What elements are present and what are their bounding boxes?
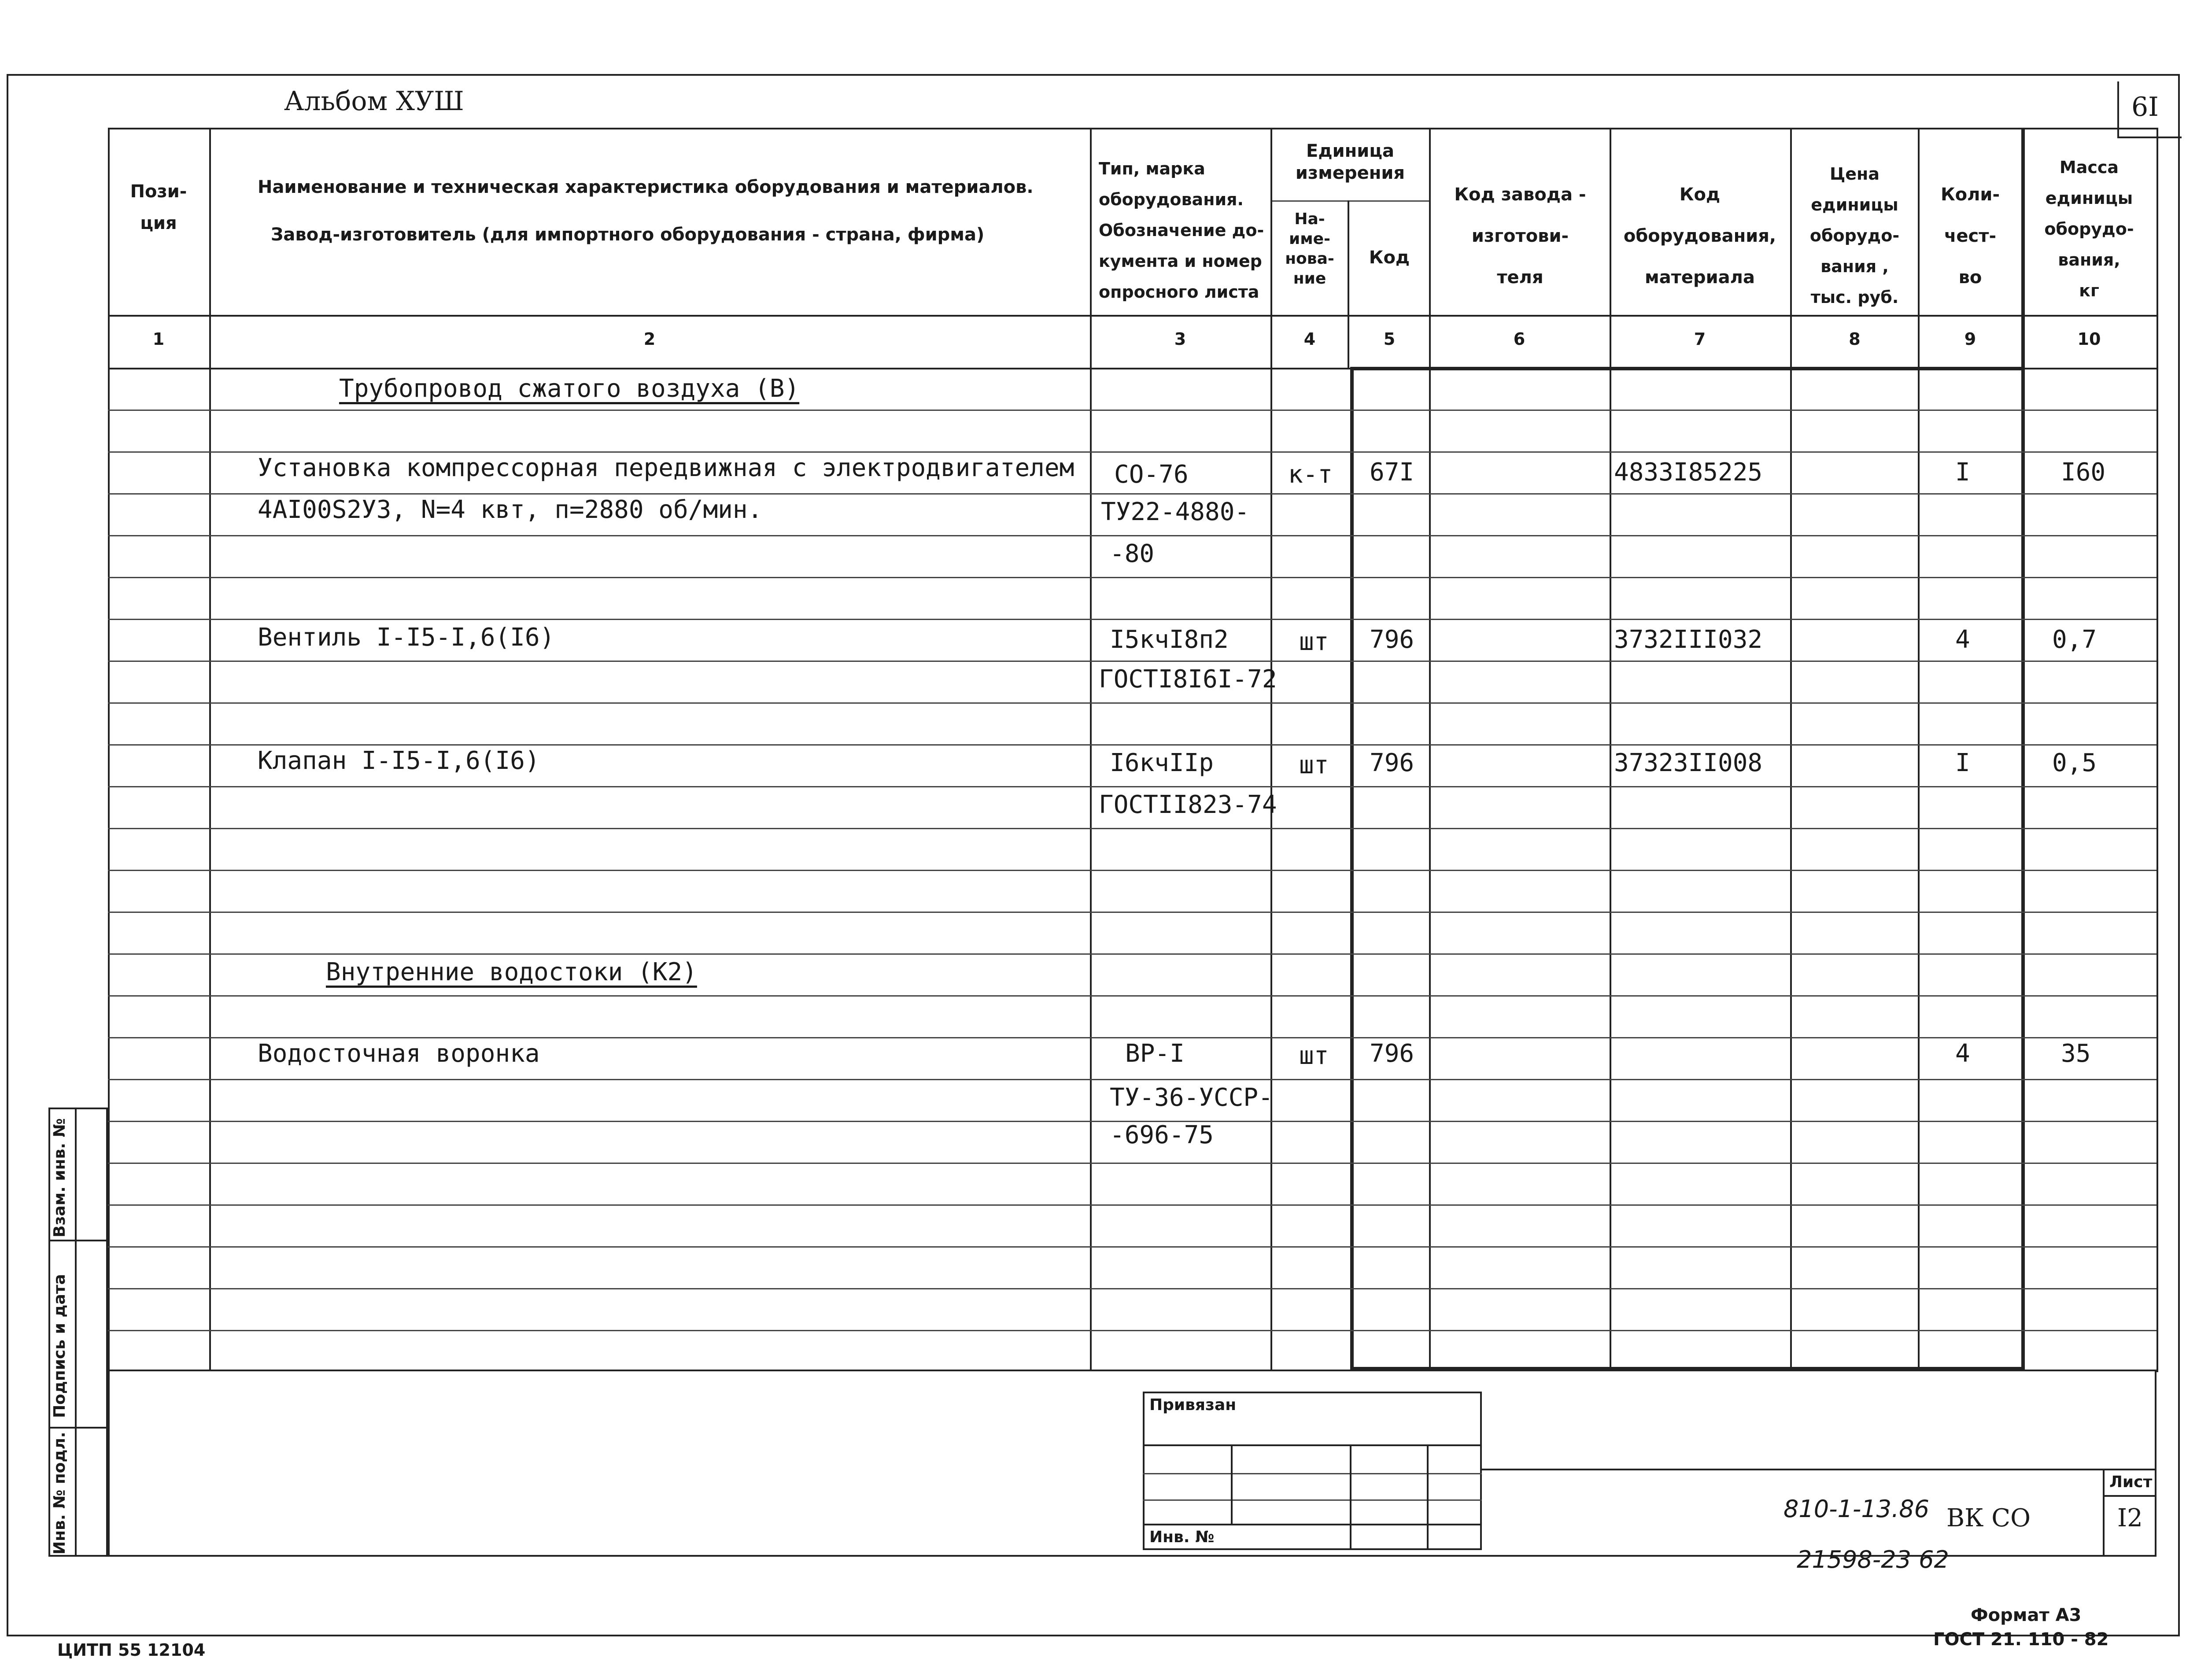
sheet-divider: [2103, 1495, 2156, 1497]
title-block: [108, 1370, 2156, 1557]
col8-header-line: тыс. руб.: [1810, 288, 1899, 307]
col10-header: [2025, 152, 2153, 306]
col3-header-line: кумента и номер: [1099, 251, 1262, 271]
col1-header-line: ция: [140, 213, 177, 233]
item-unit: шт: [1299, 751, 1329, 779]
bound-col: [1350, 1444, 1351, 1550]
item-unit: к-т: [1288, 460, 1333, 489]
col8-header-line: вания ,: [1820, 257, 1889, 276]
inv-no-label: Инв. №: [1149, 1528, 1215, 1546]
col2-header-line: Наименование и техническая характеристика оборудования и материалов.: [258, 177, 1034, 197]
bound-line: [1143, 1444, 1482, 1446]
col6-header-line: теля: [1497, 267, 1543, 288]
col-line-5: [1429, 128, 1431, 1371]
col6-header-line: изготови-: [1471, 226, 1569, 246]
item-name: Установка компрессорная передвижная с электродвигателем: [258, 454, 1075, 482]
col4-header-line: ние: [1293, 270, 1326, 288]
row-line: [108, 702, 2156, 704]
side-strip-inner: [75, 1108, 77, 1557]
col2-header-line: Завод-изготовитель (для импортного оборудования - страна, фирма): [271, 225, 985, 245]
item-mass: 0,5: [2052, 749, 2097, 777]
item-unit: шт: [1299, 628, 1329, 656]
item-name-cont: 4АI00S2У3, N=4 квт, п=2880 об/мин.: [258, 495, 763, 524]
sheet-label: Лист: [2109, 1473, 2153, 1491]
row-line: [108, 451, 2156, 453]
side-strip-divider: [48, 1427, 108, 1429]
col9-header-line: во: [1958, 267, 1982, 288]
col-line-9: [2021, 128, 2025, 1371]
item-name: Водосточная воронка: [258, 1039, 540, 1068]
col8-header-line: единицы: [1811, 195, 1898, 214]
col-line-3: [1270, 128, 1272, 1371]
side-label-orig-inv: Инв. № подл.: [51, 1432, 69, 1554]
bound-line: [1143, 1499, 1482, 1501]
row-line: [108, 493, 2156, 495]
unit-header-line: Единица: [1306, 141, 1394, 161]
col3-header-line: Тип, марка: [1099, 159, 1205, 178]
row-line: [108, 786, 2156, 787]
item-unit-code: 796: [1370, 1039, 1414, 1068]
handwritten-number: 21598-23 62: [1797, 1546, 1949, 1573]
row-line: [108, 1163, 2156, 1164]
side-label-replace-inv: Взам. инв. №: [51, 1118, 69, 1237]
row-line: [108, 744, 2156, 746]
item-mass: I60: [2061, 458, 2106, 487]
col-line-1: [209, 128, 211, 1371]
item-unit-code: 796: [1370, 749, 1414, 777]
col-number: 10: [2077, 329, 2101, 349]
col-line-6: [1610, 128, 1611, 1371]
item-type-doc: ТУ-36-УССР-: [1110, 1083, 1273, 1112]
format-label: Формат А3: [1971, 1605, 2082, 1625]
album-label: Альбом ХУШ: [284, 86, 464, 117]
col8-header: [1792, 159, 1917, 313]
row-line: [108, 577, 2156, 578]
col-number: 3: [1174, 329, 1186, 349]
item-type-doc: ГОСТII823-74: [1099, 790, 1277, 819]
item-name: Клапан I-I5-I,6(I6): [258, 746, 540, 775]
bound-col: [1231, 1444, 1233, 1524]
col7-header-line: Код: [1679, 185, 1721, 205]
col4-header-line: нова-: [1285, 250, 1334, 268]
row-line: [108, 1037, 2156, 1038]
col4-header-line: На-: [1294, 210, 1325, 228]
item-qty: 4: [1955, 625, 1970, 654]
item-equip-code: 37323II008: [1614, 749, 1763, 777]
bound-line: [1143, 1473, 1482, 1474]
col-line-2: [1090, 128, 1092, 1371]
thick-box-top: [1350, 367, 2025, 370]
bound-label: Привязан: [1149, 1396, 1237, 1414]
col6-header-line: Код завода -: [1454, 185, 1586, 205]
item-type: I6кчIIр: [1110, 749, 1214, 777]
unit-header: [1273, 140, 1428, 184]
col6-header: [1432, 174, 1608, 298]
item-type-doc: ГОСТI8I6I-72: [1099, 665, 1277, 694]
item-unit: шт: [1299, 1041, 1329, 1070]
col10-header-line: единицы: [2045, 188, 2133, 208]
item-qty: 4: [1955, 1039, 1970, 1068]
item-type-doc: -696-75: [1110, 1121, 1214, 1149]
col10-header-line: оборудо-: [2044, 219, 2134, 239]
item-type: СО-76: [1114, 460, 1189, 489]
col8-header-line: оборудо-: [1809, 226, 1900, 245]
col-line-8: [1918, 128, 1920, 1371]
col-number: 5: [1383, 329, 1396, 349]
col7-header-line: оборудования,: [1623, 226, 1776, 246]
row-line: [108, 619, 2156, 620]
row-line: [108, 870, 2156, 871]
bound-col: [1427, 1444, 1429, 1550]
col-number: 2: [643, 329, 656, 349]
side-strip-divider: [48, 1240, 108, 1241]
row-line: [108, 410, 2156, 411]
side-label-sign-date: Подпись и дата: [51, 1274, 69, 1418]
row-line: [108, 1204, 2156, 1206]
col3-header-line: опросного листа: [1099, 282, 1259, 302]
col-number: 4: [1303, 329, 1316, 349]
col9-header-line: Коли-: [1940, 185, 2000, 205]
col7-header-line: материала: [1645, 267, 1755, 288]
item-type-doc: -80: [1110, 539, 1155, 568]
footer-code: ЦИТП 55 12104: [57, 1640, 206, 1660]
item-name: Вентиль I-I5-I,6(I6): [258, 623, 555, 652]
row-line: [108, 953, 2156, 955]
col3-header: [1099, 153, 1268, 307]
col9-header: [1920, 174, 2020, 298]
doc-line: [1482, 1469, 2156, 1470]
item-mass: 0,7: [2052, 625, 2097, 654]
item-type: ВР-I: [1125, 1039, 1185, 1068]
row-line: [108, 1246, 2156, 1248]
item-qty: I: [1955, 749, 1970, 777]
col10-header-line: кг: [2079, 281, 2099, 300]
col7-header: [1612, 174, 1788, 298]
col4-header: [1273, 209, 1347, 288]
col-number: 7: [1694, 329, 1706, 349]
item-type-doc: ТУ22-4880-: [1101, 498, 1250, 526]
item-unit-code: 67I: [1370, 458, 1414, 487]
page-number: 6I: [2131, 92, 2159, 122]
row-line: [108, 1288, 2156, 1289]
section-title: Трубопровод сжатого воздуха (В): [339, 374, 800, 403]
row-line: [108, 1330, 2156, 1331]
unit-header-line: измерения: [1295, 163, 1405, 183]
row-line: [108, 995, 2156, 997]
sheet-value: I2: [2117, 1504, 2143, 1532]
item-qty: I: [1955, 458, 1970, 487]
col4-header-line: име-: [1289, 230, 1330, 248]
col-number: 9: [1964, 329, 1976, 349]
col8-header-line: Цена: [1830, 164, 1880, 184]
col2-header: [258, 176, 1086, 246]
header-bottom-line: [108, 315, 2156, 317]
row-line: [108, 535, 2156, 536]
col10-header-line: вания,: [2058, 250, 2120, 270]
col-number: 1: [152, 329, 165, 349]
doc-code: ВК СО: [1946, 1504, 2031, 1532]
gost-label: ГОСТ 21. 110 - 82: [1933, 1629, 2109, 1650]
item-mass: 35: [2061, 1039, 2091, 1068]
item-equip-code: 3732III032: [1614, 625, 1763, 654]
col-line-4b: [1350, 368, 1354, 1370]
col5-header: Код: [1369, 247, 1410, 268]
col3-header-line: Обозначение до-: [1099, 221, 1264, 240]
col-number: 6: [1513, 329, 1525, 349]
col-line-7: [1790, 128, 1792, 1371]
col1-header-line: Пози-: [130, 181, 187, 202]
item-equip-code: 4833I85225: [1614, 458, 1763, 487]
unit-split-line: [1270, 200, 1429, 202]
bound-box: [1143, 1392, 1482, 1550]
bound-line: [1143, 1524, 1482, 1525]
col-number: 8: [1849, 329, 1861, 349]
doc-number-handwritten: 810-1-13.86: [1784, 1495, 1929, 1523]
col-line-4: [1348, 200, 1349, 368]
section-title: Внутренние водостоки (К2): [326, 958, 697, 986]
col3-header-line: оборудования.: [1099, 190, 1244, 209]
item-unit-code: 796: [1370, 625, 1414, 654]
row-line: [108, 828, 2156, 829]
col10-header-line: Масса: [2059, 158, 2119, 177]
row-line: [108, 1079, 2156, 1080]
row-line: [108, 912, 2156, 913]
row-line: [108, 661, 2156, 662]
col1-header: [110, 181, 207, 234]
col9-header-line: чест-: [1944, 226, 1997, 246]
item-type: I5кчI8п2: [1110, 625, 1229, 654]
